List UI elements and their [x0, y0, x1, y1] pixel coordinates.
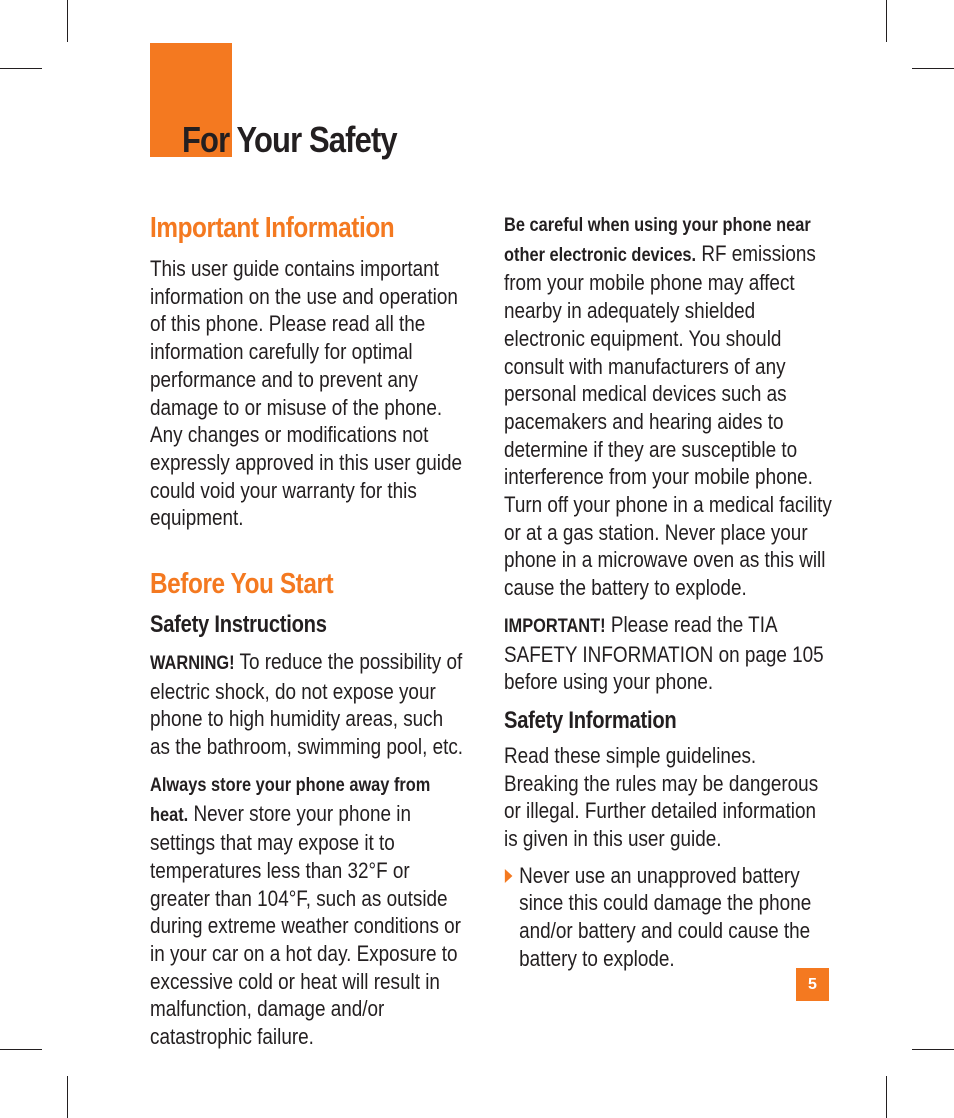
bullet-text: Never use an unapproved battery since this could damage the phone and/or battery and could cause the battery to explode.: [519, 862, 812, 971]
electronic-devices-paragraph: [504, 210, 833, 602]
warning-lead: WARNING!: [150, 652, 235, 675]
important-paragraph: [504, 611, 833, 696]
important-information-body: This user guide contains important information on the use and operation of this phone. Please read all the information carefully for optimal performance and to prevent any damage to or misuse of the phone. Any changes or modifications not expressly approved in this user guide could void your warranty for this equipment.: [150, 256, 463, 531]
crop-mark: [886, 0, 887, 42]
list-item: [504, 862, 833, 973]
crop-mark: [912, 68, 954, 69]
crop-mark: [912, 1049, 954, 1050]
crop-mark: [67, 1076, 68, 1118]
page-title: For Your Safety: [182, 119, 397, 160]
store-away-lead: Always store your phone away from heat.: [150, 773, 431, 826]
warning-text: To reduce the possibility of electric shock, do not expose your phone to high humidity areas, such as the bathroom, swimming pool, etc.: [150, 649, 464, 760]
warning-paragraph: [150, 648, 468, 761]
right-column: [504, 206, 834, 973]
important-information-heading: Important Information: [150, 212, 395, 244]
important-text: Please read the TIA SAFETY INFORMATION on page 105 before using your phone.: [504, 611, 824, 695]
triangle-bullet-icon: [505, 869, 513, 883]
electronic-devices-text: RF emissions from your mobile phone may affect nearby in adequately shielded electronic equipment. You should consult with manufacturers of any personal medical devices such as pacemakers and hearing aides to determine if they are susceptible to interference from your mobile phone. Turn off your phone in a medical facility or at a gas station. Never place your phone in a microwave oven as this will cause the battery to explode.: [504, 240, 832, 601]
before-you-start-heading: Before You Start: [150, 568, 334, 601]
safety-instructions-heading: Safety Instructions: [150, 611, 327, 639]
store-away-paragraph: [150, 770, 468, 1051]
crop-mark: [67, 0, 68, 42]
crop-mark: [0, 1049, 42, 1050]
electronic-devices-lead: Be careful when using your phone near other electronic devices.: [504, 214, 811, 266]
left-column: [150, 206, 468, 1051]
safety-information-body: Read these simple guidelines. Breaking the rules may be dangerous or illegal. Further detailed information is given in this user guide.: [504, 742, 819, 852]
crop-mark: [886, 1076, 887, 1118]
page-number: 5: [796, 968, 829, 1001]
store-away-text: Never store your phone in settings that may expose it to temperatures less than 32°F or greater than 104°F, such as outside during extreme weather conditions or in your car on a hot day. Exposure to excessive cold or heat will result in malfunction, damage and/or catastrophic failure.: [150, 800, 461, 1050]
important-lead: IMPORTANT!: [504, 614, 606, 637]
crop-mark: [0, 68, 42, 69]
safety-information-heading: Safety Information: [504, 706, 677, 734]
